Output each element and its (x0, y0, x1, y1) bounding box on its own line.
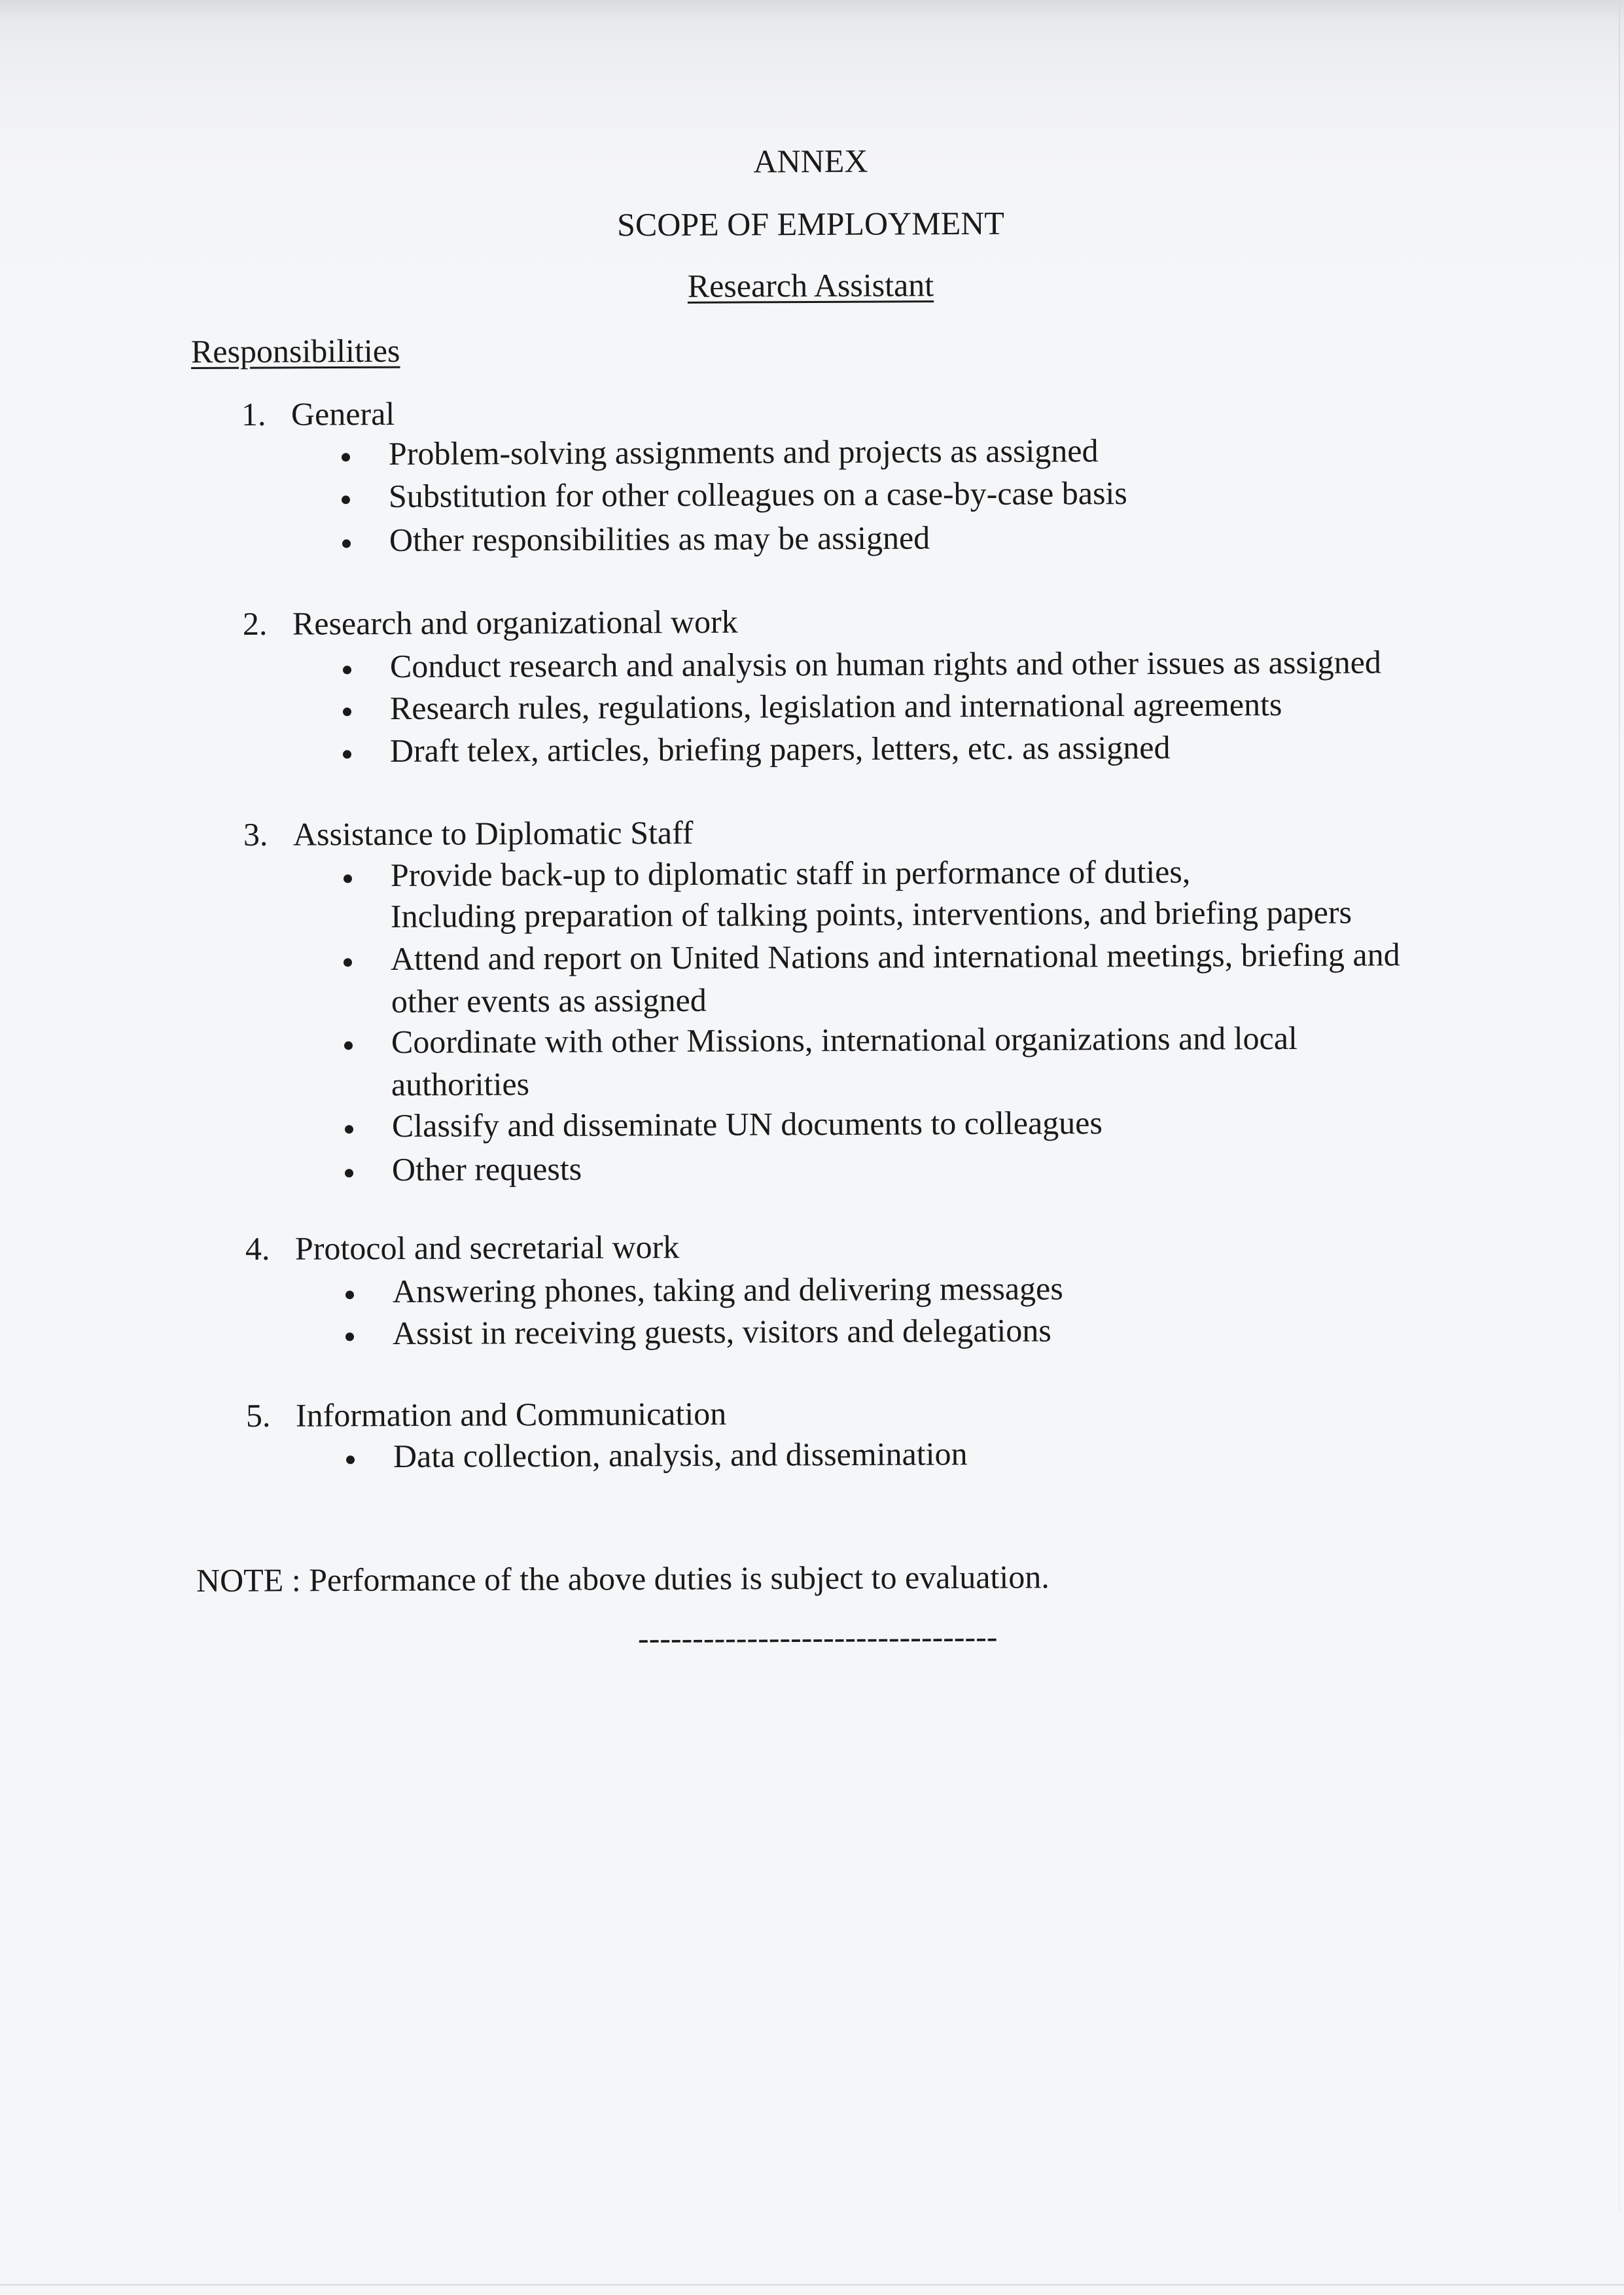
bullet-item (392, 1311, 1051, 1351)
bullet-text: Including preparation of talking points, interventions, and briefing papers (390, 893, 1352, 934)
bullet-icon (345, 1125, 353, 1133)
bullet-item (389, 728, 1171, 769)
position-title-row (549, 268, 1072, 302)
bullet-line-continuation (390, 893, 1352, 934)
responsibilities-heading-row (191, 334, 400, 368)
bullet-icon (344, 958, 352, 967)
section-heading (245, 1230, 679, 1265)
bullet-icon (345, 1332, 354, 1341)
bullet-text: Coordinate with other Missions, international organizations and local (391, 1019, 1298, 1060)
section-number: 4. (245, 1230, 270, 1267)
bullet-icon (343, 707, 351, 716)
evaluation-note: NOTE : Performance of the above duties is subject to evaluation. (196, 1558, 1050, 1599)
bullet-item (393, 1272, 1063, 1308)
bullet-text: authorities (391, 1065, 530, 1103)
bullet-icon (343, 750, 351, 758)
bullet-text: Provide back-up to diplomatic staff in performance of duties, (390, 853, 1191, 893)
bullet-text: Assist in receiving guests, visitors and delegations (392, 1311, 1051, 1351)
section-title: General (291, 395, 395, 433)
bullet-line-continuation (391, 1067, 529, 1101)
bullet-text: Other requests (391, 1150, 582, 1188)
bullet-icon (342, 495, 350, 504)
bullet-item (390, 688, 1282, 724)
bullet-line (391, 938, 1400, 975)
bullet-icon (342, 539, 351, 548)
section-heading (243, 605, 738, 640)
bullet-text: Conduct research and analysis on human rights and other issues as assigned (389, 643, 1382, 685)
bullet-item (393, 1437, 968, 1472)
bullet-icon (342, 453, 350, 461)
bullet-text: Problem-solving assignments and projects as assigned (388, 432, 1099, 472)
bullet-text: Substitution for other colleagues on a case-by-case basis (388, 474, 1127, 514)
section-title: Assistance to Diplomatic Staff (292, 814, 694, 853)
section-title: Information and Communication (295, 1395, 727, 1434)
bullet-text: Research rules, regulations, legislation and international agreements (389, 686, 1282, 726)
section-title: Protocol and secretarial work (294, 1228, 680, 1267)
bullet-icon (345, 1290, 354, 1299)
section-heading (243, 816, 694, 851)
bullet-text: Classify and disseminate UN documents to colleagues (391, 1104, 1103, 1144)
section-number: 5. (245, 1397, 271, 1434)
bullet-icon (344, 1041, 353, 1050)
bullet-item (389, 476, 1127, 512)
section-title: Research and organizational work (292, 603, 738, 642)
bullet-icon (346, 1455, 355, 1464)
annex-label: ANNEX (753, 142, 868, 180)
bullet-text: Answering phones, taking and delivering messages (392, 1270, 1063, 1309)
bullet-icon (343, 666, 351, 674)
bullet-item (390, 645, 1381, 683)
bullet-text: Other responsibilities as may be assigned (389, 519, 930, 558)
bullet-line (391, 855, 1191, 891)
bullet-item (392, 1152, 582, 1186)
section-number: 3. (243, 815, 268, 853)
section-number: 2. (242, 605, 268, 642)
bullet-icon (345, 1169, 353, 1177)
section-number: 1. (241, 395, 266, 433)
bullet-item (389, 521, 930, 556)
bullet-icon (344, 874, 352, 883)
bullet-text: Data collection, analysis, and dissemination (393, 1435, 968, 1474)
end-divider: --------------------------------- (637, 1618, 998, 1656)
bullet-text: other events as assigned (391, 981, 707, 1020)
responsibilities-heading: Responsibilities (190, 332, 400, 370)
bullet-item (389, 434, 1099, 470)
position-title: Research Assistant (687, 266, 934, 304)
bullet-text: Draft telex, articles, briefing papers, letters, etc. as assigned (389, 728, 1171, 769)
bullet-line (391, 1019, 1298, 1060)
bullet-text: Attend and report on United Nations and international meetings, briefing and (390, 936, 1400, 977)
section-heading (246, 1397, 726, 1432)
document-title: SCOPE OF EMPLOYMENT (616, 204, 1004, 243)
section-heading (241, 397, 395, 431)
bullet-line-continuation (391, 981, 707, 1020)
bullet-item (392, 1106, 1103, 1142)
